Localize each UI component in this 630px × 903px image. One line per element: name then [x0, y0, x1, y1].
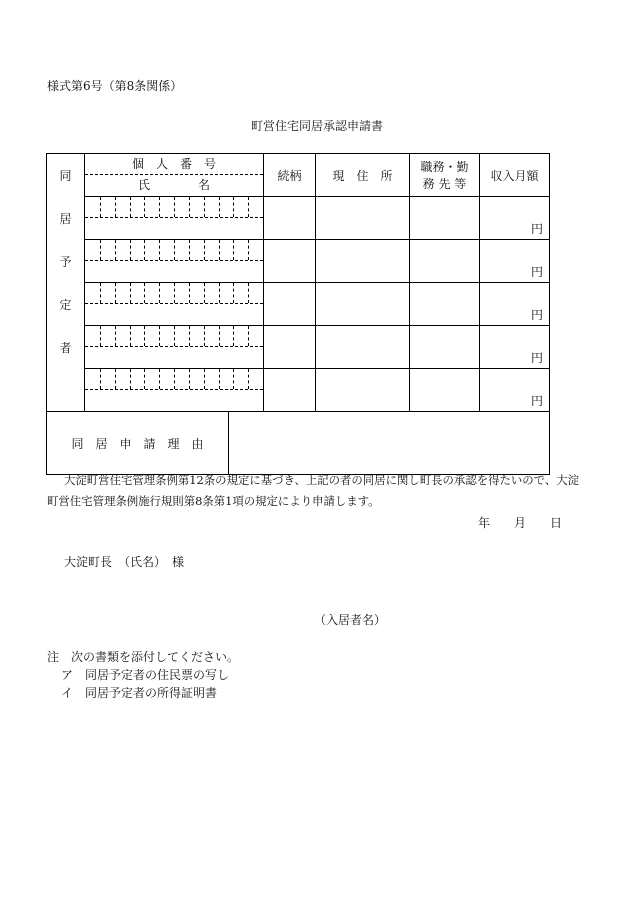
- side-label-char: 居: [47, 197, 85, 240]
- side-label-char: 者: [47, 326, 85, 369]
- applicant-label: （入居者名）: [314, 613, 387, 627]
- occupation-field[interactable]: [410, 240, 480, 283]
- digit-box-divider: [100, 369, 101, 389]
- note-item: ア 同居予定者の住民票の写し: [61, 668, 230, 682]
- notes-heading: 注 次の書類を添付してください。: [47, 650, 240, 664]
- digit-box-divider: [204, 326, 205, 346]
- address-field[interactable]: [316, 197, 410, 240]
- my-number-header: 個 人 番 号: [85, 154, 263, 175]
- name-field[interactable]: [85, 390, 263, 411]
- digit-box-divider: [189, 326, 190, 346]
- cohabitant-table: [46, 153, 550, 475]
- digit-box-divider: [233, 326, 234, 346]
- digit-box-divider: [189, 197, 190, 217]
- address-field[interactable]: [316, 326, 410, 369]
- address-field[interactable]: [316, 369, 410, 412]
- digit-box-divider: [130, 283, 131, 303]
- digit-box-divider: [233, 369, 234, 389]
- side-label-char: 定: [47, 283, 85, 326]
- body-text-line1: 大淀町営住宅管理条例第12条の規定に基づき、上記の者の同居に関し町長の承認を得たいので、大淀: [64, 473, 580, 487]
- address-header: 現 住 所: [316, 154, 410, 197]
- side-label-char: [47, 369, 85, 412]
- digit-box-divider: [159, 369, 160, 389]
- my-number-field[interactable]: [85, 326, 263, 347]
- relationship-header: 続柄: [264, 154, 316, 197]
- reason-label: 同 居 申 請 理 由: [47, 412, 229, 475]
- yen-unit: 円: [530, 394, 543, 408]
- my-number-field[interactable]: [85, 197, 263, 218]
- digit-box-divider: [219, 240, 220, 260]
- my-number-field[interactable]: [85, 240, 263, 261]
- digit-box-divider: [159, 326, 160, 346]
- digit-box-divider: [219, 326, 220, 346]
- date-field: 年 月 日: [478, 516, 563, 530]
- relationship-field[interactable]: [264, 369, 316, 412]
- occupation-field[interactable]: [410, 283, 480, 326]
- digit-box-divider: [219, 283, 220, 303]
- relationship-field[interactable]: [264, 197, 316, 240]
- occupation-field[interactable]: [410, 326, 480, 369]
- occupation-field[interactable]: [410, 369, 480, 412]
- digit-box-divider: [115, 197, 116, 217]
- form-title: 町営住宅同居承認申請書: [251, 119, 384, 133]
- form-code: 様式第6号（第8条関係）: [47, 79, 183, 93]
- digit-box-divider: [144, 369, 145, 389]
- relationship-field[interactable]: [264, 240, 316, 283]
- relationship-field[interactable]: [264, 326, 316, 369]
- digit-box-divider: [115, 240, 116, 260]
- digit-box-divider: [130, 369, 131, 389]
- cohabitant-row: [47, 197, 550, 240]
- side-label-char: 同: [47, 154, 85, 197]
- yen-unit: 円: [530, 308, 543, 322]
- income-field[interactable]: [480, 283, 550, 326]
- digit-box-divider: [248, 240, 249, 260]
- address-field[interactable]: [316, 240, 410, 283]
- digit-box-divider: [174, 326, 175, 346]
- digit-box-divider: [144, 283, 145, 303]
- digit-box-divider: [115, 369, 116, 389]
- digit-box-divider: [219, 197, 220, 217]
- note-item: イ 同居予定者の所得証明書: [61, 686, 218, 700]
- body-text-line2: 町営住宅管理条例施行規則第8条第1項の規定により申請します。: [47, 494, 380, 508]
- income-field[interactable]: [480, 369, 550, 412]
- digit-box-divider: [248, 369, 249, 389]
- digit-box-divider: [130, 240, 131, 260]
- digit-box-divider: [204, 197, 205, 217]
- income-field[interactable]: [480, 197, 550, 240]
- digit-box-divider: [189, 283, 190, 303]
- digit-box-divider: [174, 240, 175, 260]
- digit-box-divider: [159, 283, 160, 303]
- income-field[interactable]: [480, 240, 550, 283]
- digit-box-divider: [174, 283, 175, 303]
- digit-box-divider: [233, 240, 234, 260]
- digit-box-divider: [100, 283, 101, 303]
- name-field[interactable]: [85, 218, 263, 239]
- my-number-field[interactable]: [85, 369, 263, 390]
- digit-box-divider: [204, 369, 205, 389]
- digit-box-divider: [174, 369, 175, 389]
- my-number-field[interactable]: [85, 283, 263, 304]
- digit-box-divider: [159, 240, 160, 260]
- digit-box-divider: [233, 197, 234, 217]
- digit-box-divider: [144, 326, 145, 346]
- digit-box-divider: [130, 197, 131, 217]
- digit-box-divider: [248, 197, 249, 217]
- digit-box-divider: [204, 240, 205, 260]
- address-field[interactable]: [316, 283, 410, 326]
- occupation-header-line2: 務 先 等: [422, 177, 467, 191]
- name-field[interactable]: [85, 304, 263, 325]
- digit-box-divider: [189, 369, 190, 389]
- name-field[interactable]: [85, 261, 263, 282]
- digit-box-divider: [144, 197, 145, 217]
- digit-box-divider: [219, 369, 220, 389]
- digit-box-divider: [174, 197, 175, 217]
- cohabitant-row: [47, 240, 550, 283]
- reason-field[interactable]: [229, 412, 550, 475]
- cohabitant-row: [47, 283, 550, 326]
- addressee: 大淀町長 （氏名） 様: [64, 555, 185, 569]
- digit-box-divider: [144, 240, 145, 260]
- digit-box-divider: [100, 240, 101, 260]
- occupation-header-line1: 職務・勤: [420, 160, 469, 174]
- digit-box-divider: [100, 326, 101, 346]
- digit-box-divider: [248, 326, 249, 346]
- digit-box-divider: [159, 197, 160, 217]
- side-label-char: 予: [47, 240, 85, 283]
- cohabitant-row: [47, 369, 550, 412]
- digit-box-divider: [130, 326, 131, 346]
- name-field[interactable]: [85, 347, 263, 368]
- occupation-field[interactable]: [410, 197, 480, 240]
- digit-box-divider: [189, 240, 190, 260]
- income-field[interactable]: [480, 326, 550, 369]
- occupation-header: [410, 154, 480, 197]
- digit-box-divider: [115, 283, 116, 303]
- digit-box-divider: [115, 326, 116, 346]
- digit-box-divider: [248, 283, 249, 303]
- digit-box-divider: [233, 283, 234, 303]
- digit-box-divider: [100, 197, 101, 217]
- relationship-field[interactable]: [264, 283, 316, 326]
- name-header: 氏 名: [137, 178, 210, 192]
- income-header: 収入月額: [480, 154, 550, 197]
- yen-unit: 円: [530, 222, 543, 236]
- digit-box-divider: [204, 283, 205, 303]
- yen-unit: 円: [530, 351, 543, 365]
- cohabitant-row: [47, 326, 550, 369]
- yen-unit: 円: [530, 265, 543, 279]
